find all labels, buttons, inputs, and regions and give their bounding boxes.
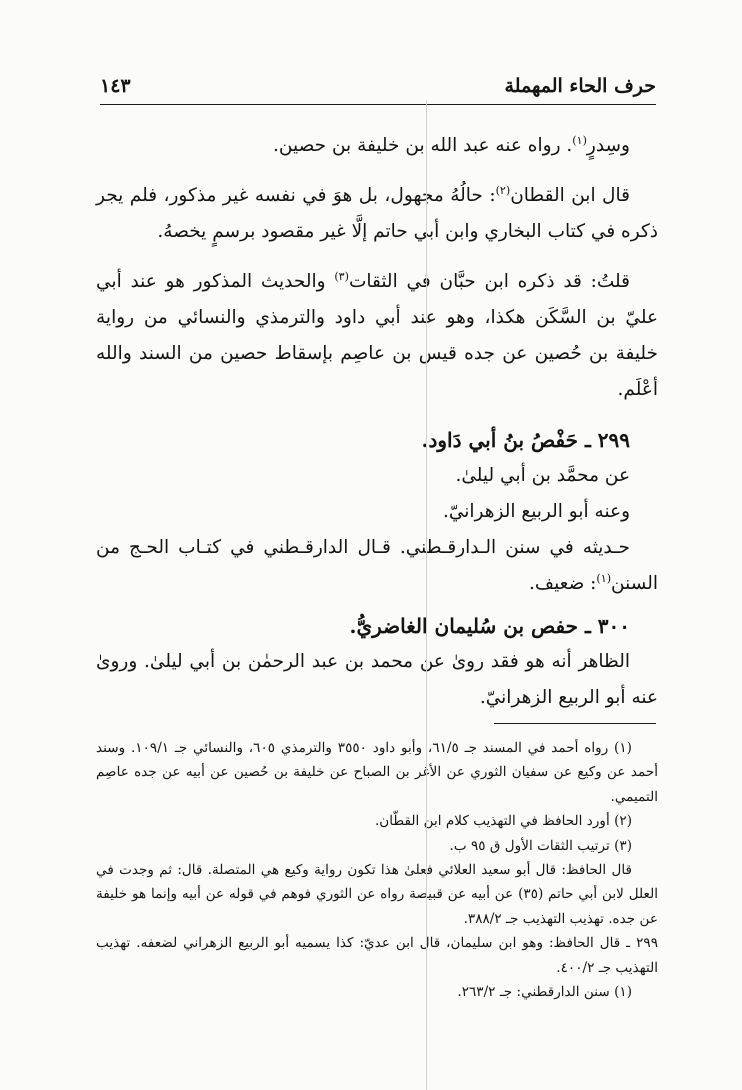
header-rule [100,104,656,105]
footnote-1: (١) رواه أحمد في المسند جـ ٦١/٥، وأبو داود ٣٥٥٠ والترمذي ٦٠٥، والنسائي جـ ١٠٩/١. وسند أحمد عن وكيع عن سفيان الثوري عن الأغر بن الصباح عن خليفة بن حُصين عن أبيه عن جده عاصِم التميمي. [96,740,658,805]
footnote-3: (٣) ترتيب الثقات الأول ق ٩٥ ب. [449,837,632,854]
running-title: حرف الحاء المهملة [504,75,656,97]
paragraph-qultu: قلتُ: قد ذكره ابن حبَّان في الثقات$^{(٣)}$ والحديث المذكور هو عند أبي عليّ بن السَّكَن هكذا، وهو عند أبي داود والترمذي والنسائي من رواية خليفة بن حُصين عن جده قيس بن عاصِم بإسقاط حصين من السند والله أعْلَم. [96,269,658,400]
footnote-ref[interactable]: (١) [596,571,612,585]
footnote-daraqutni: (١) سنن الدارقطني: جـ ٢٦٣/٢. [457,984,632,1001]
paragraph-intro: وسِدرٍ$^{(١)}$. رواه عنه عبد الله بن خليفة بن حصين. [273,133,630,156]
footnote-rule [494,723,656,724]
running-header [100,70,656,102]
main-text [96,128,658,716]
footnote-ref[interactable]: (٣) [334,269,349,283]
footnote-2: (٢) أورد الحافظ في التهذيب كلام ابن القطّان. [374,813,632,830]
footnote-3-continued: قال الحافظ: قال أبو سعيد العلائي فعلىٰ هذا تكون رواية وكيع هي المتصلة. قال: ثم وجدت في العلل لابن أبي حاتم (٣٥) عن أبيه عن قبيصة رواه عن الثوري فوهم في قوله عن أبيه وإنما هو خليفة عن جده. تهذيب التهذيب جـ ٣٨٨/٢. [96,862,658,927]
entry-heading-300: ٣٠٠ ـ حفص بن سُليمان الغاضريُّ. [349,614,630,638]
footnote-ref[interactable]: (٢) [495,183,511,197]
footnote-299: ٢٩٩ ـ قال الحافظ: وهو ابن سليمان، قال ابن عديّ: كذا يسميه أبو الربيع الزهراني لضعفه. تهذيب التهذيب جـ ٤٠٠/٢. [96,935,658,976]
paragraph-zahir: الظاهر أنه هو فقد روىٰ عن محمد بن عبد الرحمٰن بن أبي ليلىٰ. وروىٰ عنه أبو الربيع الزهرانيّ. [96,651,658,708]
page-number: ١٤٣ [100,75,131,97]
entry-line: وعنه أبو الربيع الزهرانيّ. [442,501,630,522]
paragraph-ibn-al-qattan: قال ابن القطان$^{(٢)}$: حالُهُ مجهول، بل هوَ في نفسه غير مذكور، فلم يجر ذكره في كتاب البخاري وابن أبي حاتم إلَّا غير مقصود برسمٍ يخصهُ. [96,183,658,242]
entry-heading-299: ٢٩٩ ـ حَفْصُ بنُ أبي دَاود. [421,428,630,452]
scan-fold-line [426,100,427,1090]
footnotes [96,736,658,1004]
paragraph-daraqutni: حـديثه في سنن الـدارقـطني. قـال الدارقـطني في كتـاب الحـج من السنن$^{(١)}$: ضعيف. [96,537,658,594]
entry-line: عن محمَّد بن أبي ليلىٰ. [455,465,630,486]
footnote-ref[interactable]: (١) [572,133,587,147]
